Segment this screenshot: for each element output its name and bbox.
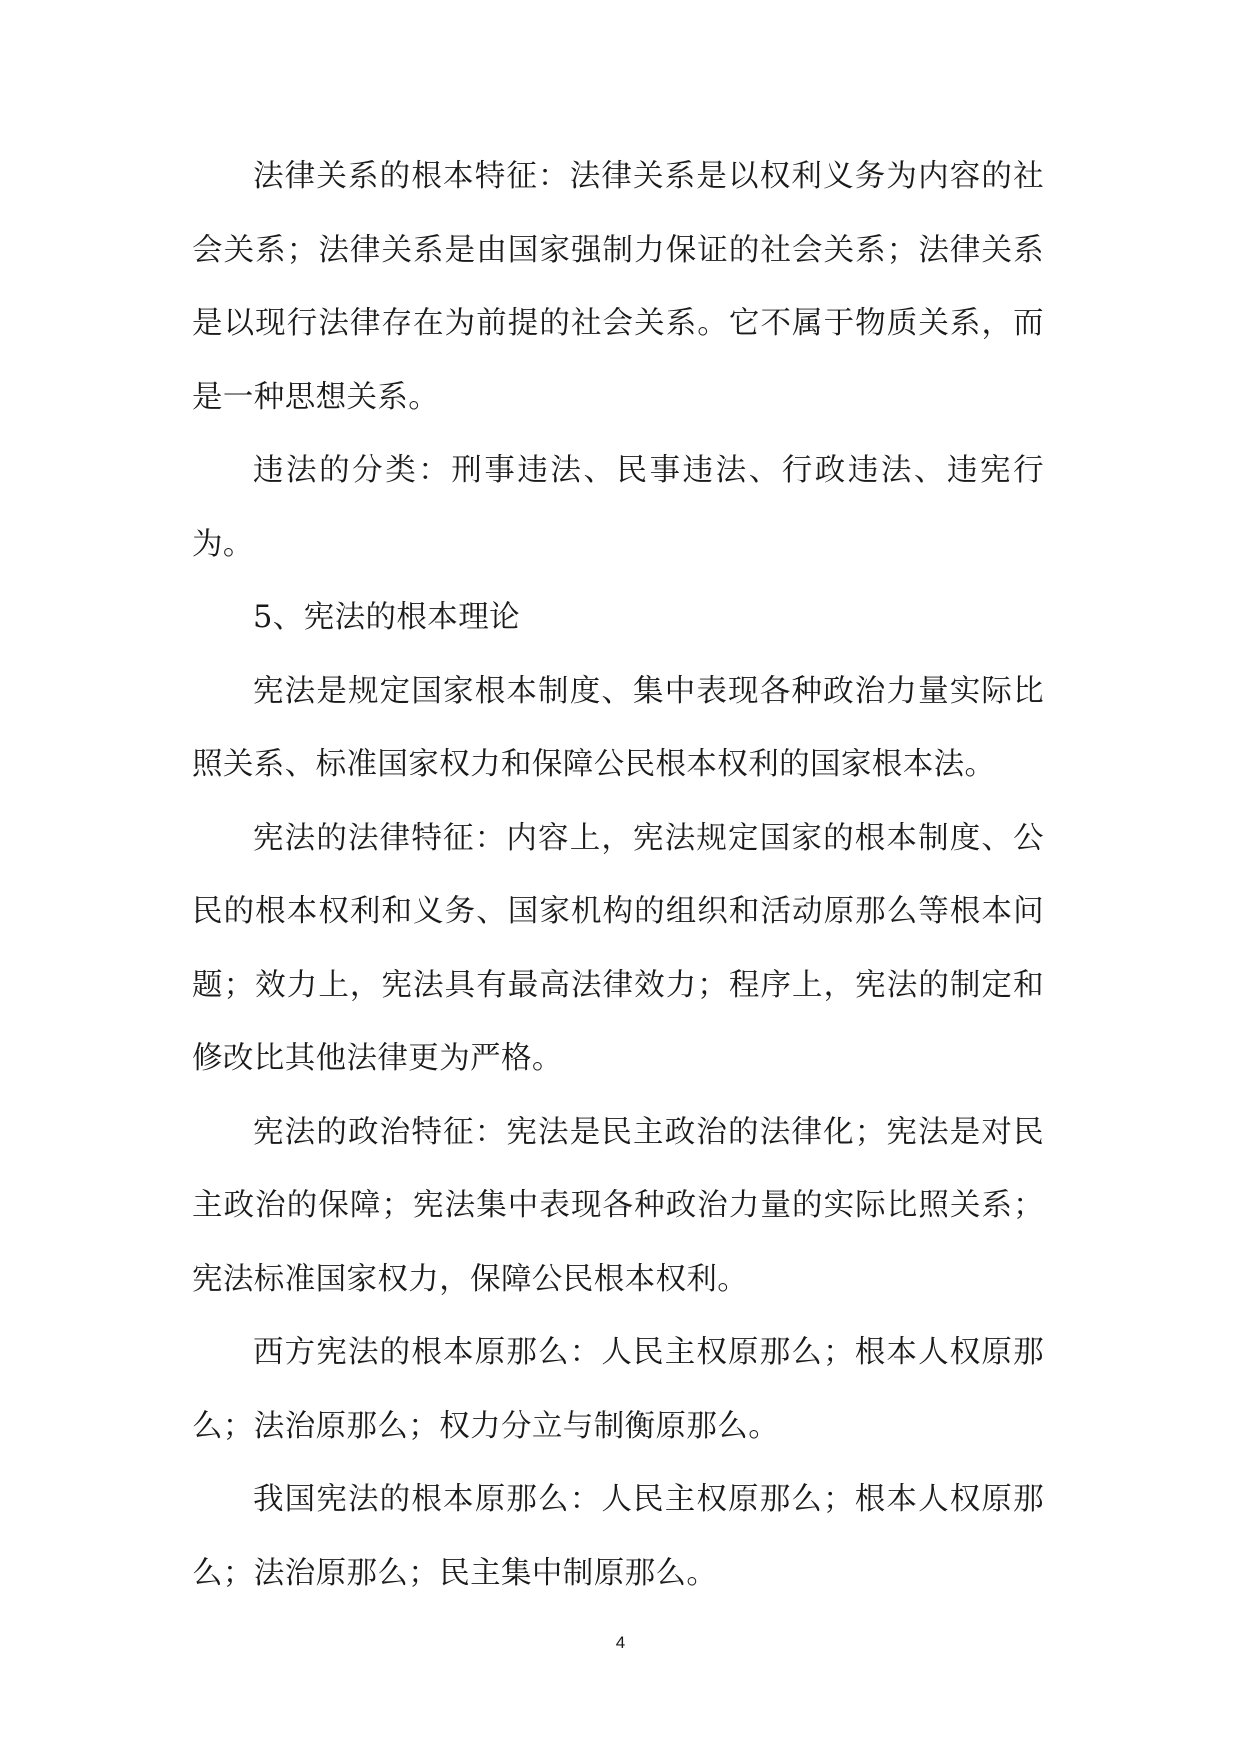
paragraph-constitution-legal-features: 宪法的法律特征：内容上，宪法规定国家的根本制度、公民的根本权利和义务、国家机构的组织和活动原那么等根本问题；效力上，宪法具有最高法律效力；程序上，宪法的制定和修改比其他法律更为严格。 bbox=[192, 820, 1044, 1076]
paragraph-constitution-definition: 宪法是规定国家根本制度、集中表现各种政治力量实际比照关系、标准国家权力和保障公民根本权利的国家根本法。 bbox=[192, 673, 1044, 782]
paragraph-china-constitution-principles: 我国宪法的根本原那么：人民主权原那么；根本人权原那么；法治原那么；民主集中制原那么。 bbox=[192, 1482, 1044, 1591]
paragraph-constitution-political-features: 宪法的政治特征：宪法是民主政治的法律化；宪法是对民主政治的保障；宪法集中表现各种政治力量的实际比照关系；宪法标准国家权力，保障公民根本权利。 bbox=[192, 1114, 1044, 1297]
section-heading-constitution-theory: 5、宪法的根本理论 bbox=[253, 600, 521, 635]
paragraph-western-constitution-principles: 西方宪法的根本原那么：人民主权原那么；根本人权原那么；法治原那么；权力分立与制衡原那么。 bbox=[192, 1335, 1044, 1444]
document-body bbox=[192, 140, 1044, 1610]
page-number: 4 bbox=[615, 1633, 626, 1652]
paragraph-legal-relation-features: 法律关系的根本特征：法律关系是以权利义务为内容的社会关系；法律关系是由国家强制力保证的社会关系；法律关系是以现行法律存在为前提的社会关系。它不属于物质关系，而是一种思想关系。 bbox=[192, 159, 1044, 415]
paragraph-violation-types: 违法的分类：刑事违法、民事违法、行政违法、违宪行为。 bbox=[192, 453, 1044, 562]
